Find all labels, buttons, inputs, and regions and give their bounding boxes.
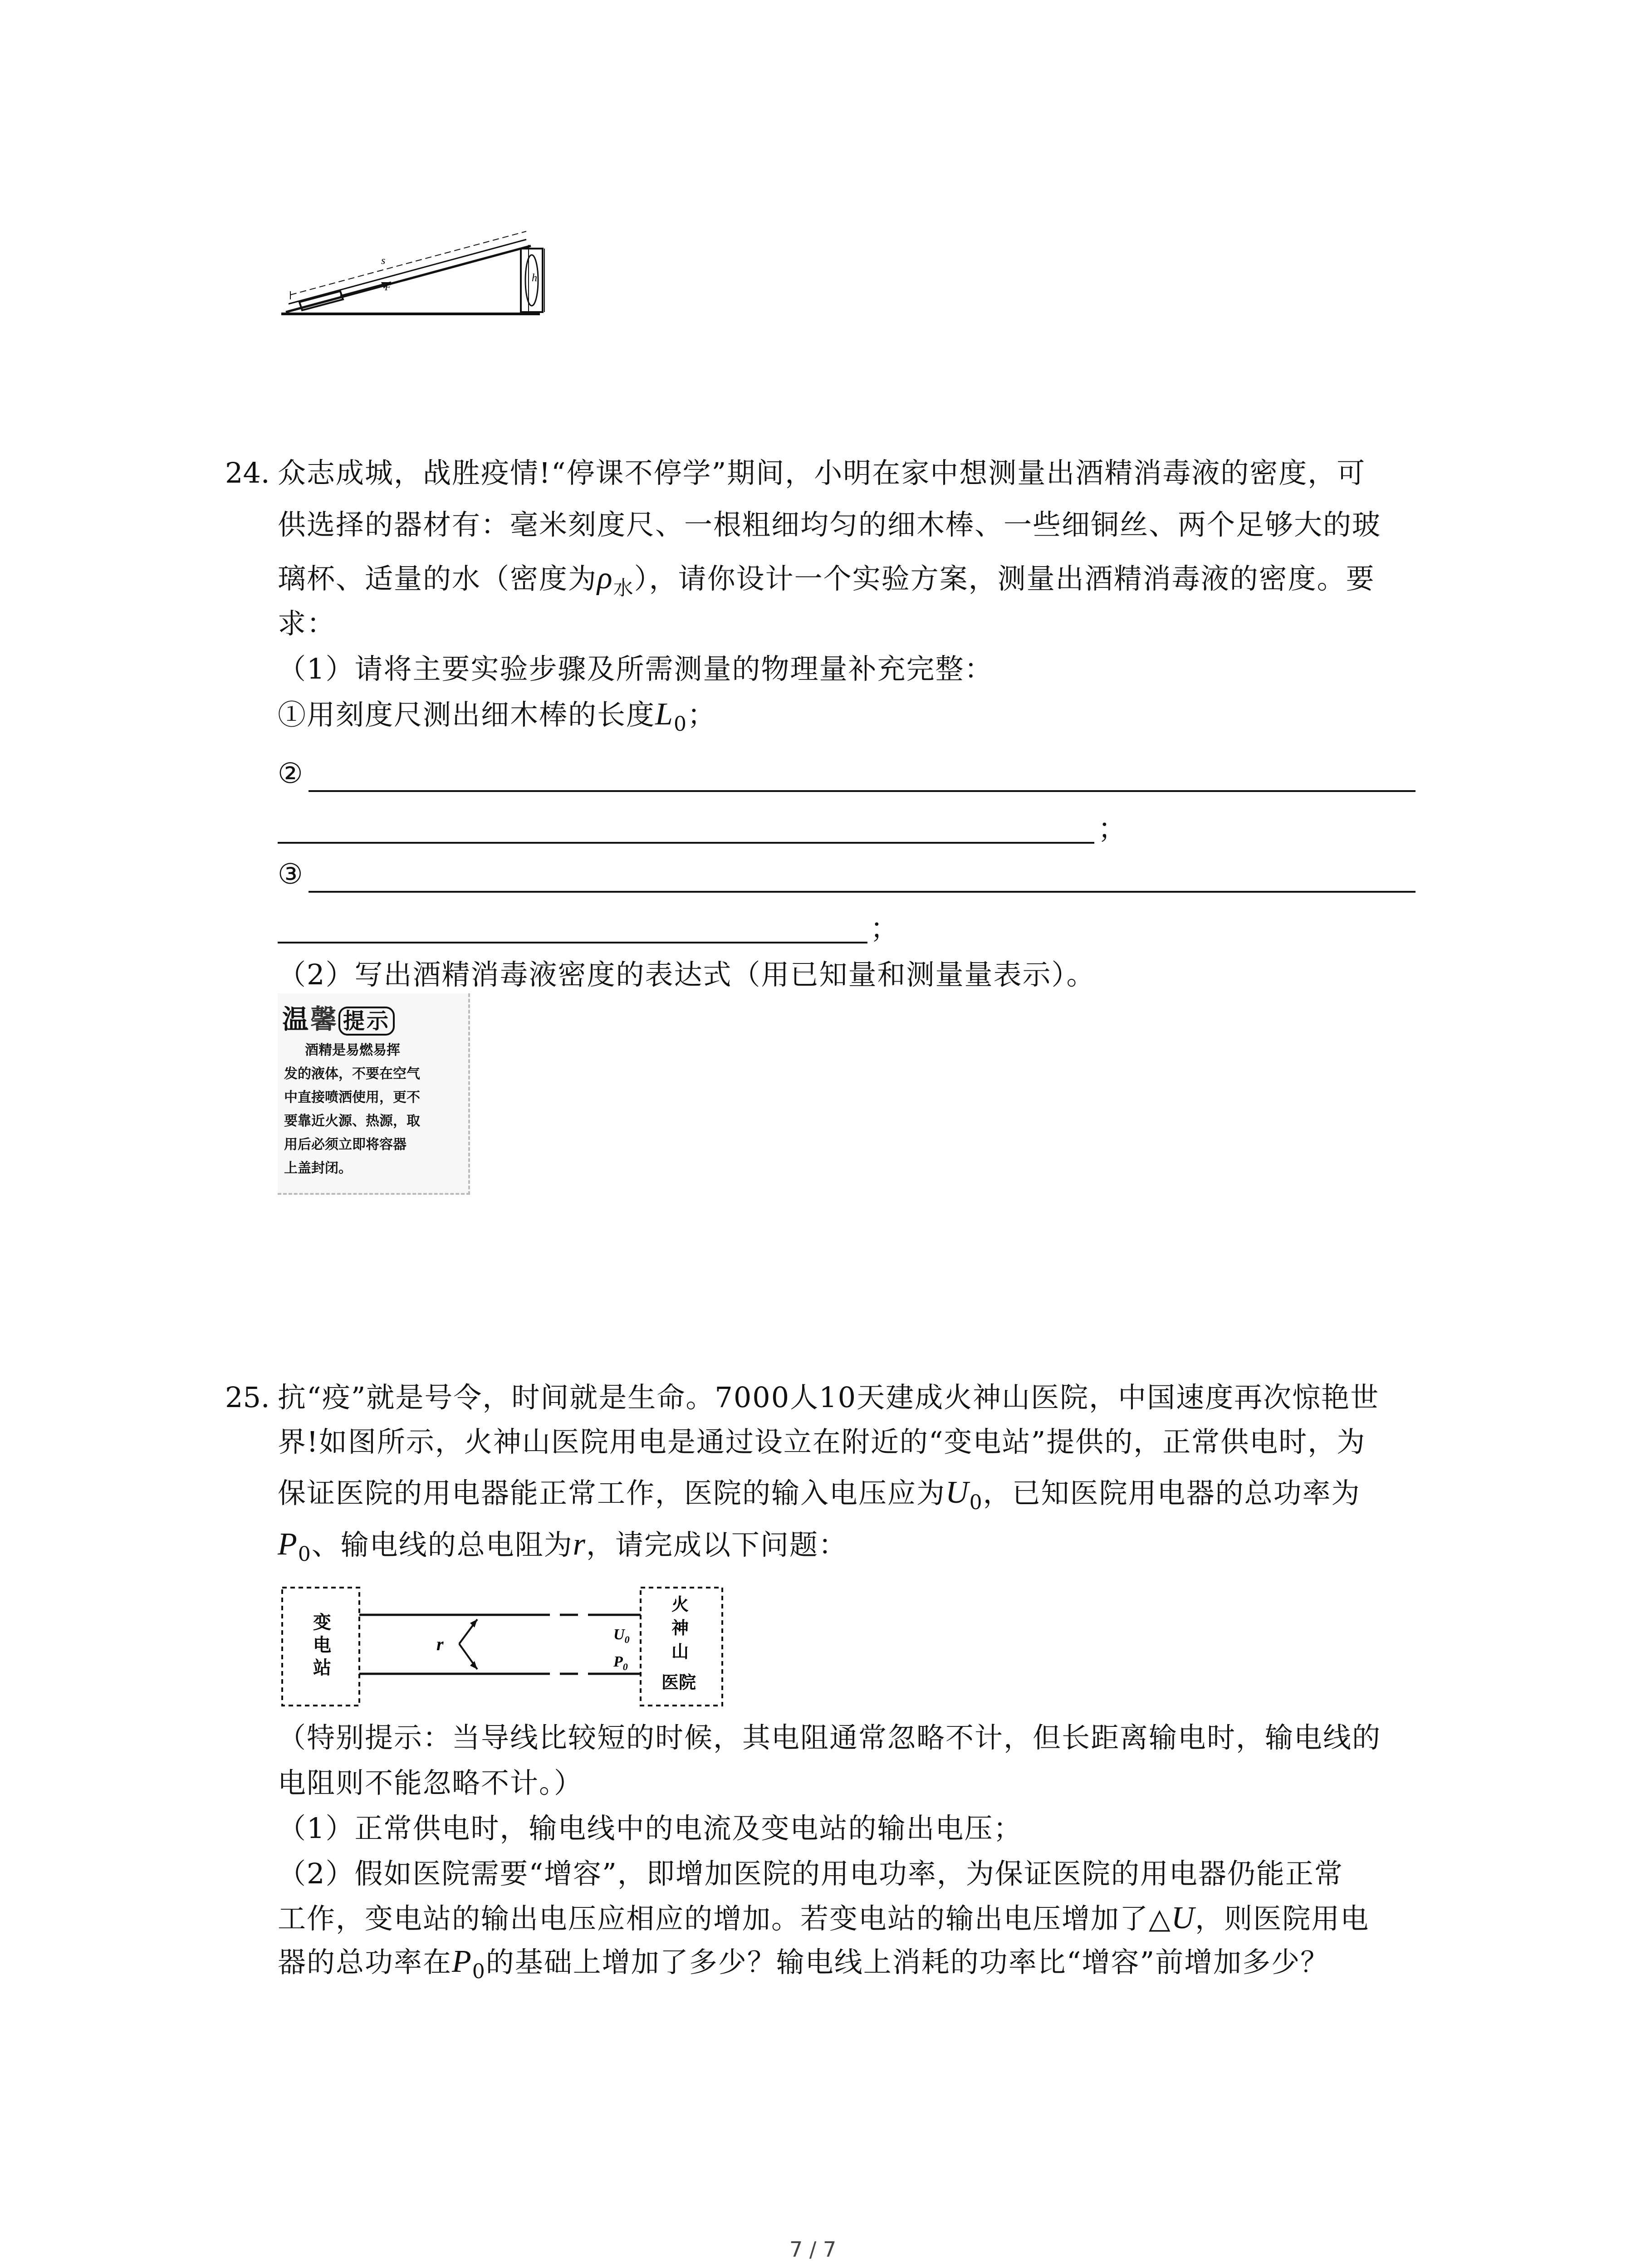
q25-part2-p0-sub: 0 bbox=[472, 1960, 486, 1983]
q24-line-4: 求： bbox=[278, 607, 336, 640]
q25-u0-var: U bbox=[945, 1475, 970, 1510]
q25-line-1: 抗“疫”就是号令，时间就是生命。7000人10天建成火神山医院，中国速度再次惊艳世 bbox=[278, 1381, 1380, 1414]
q25-line-2: 界!如图所示，火神山医院用电是通过设立在附近的“变电站”提供的，正常供电时，为 bbox=[278, 1425, 1366, 1458]
notice-line-3: 中直接喷洒使用，更不 bbox=[284, 1090, 420, 1105]
q25-line-3 bbox=[278, 1477, 1361, 1513]
q24-line-3-rest: ），请你设计一个实验方案，测量出酒精消毒液的密度。要 bbox=[634, 562, 1375, 595]
q24-line-2: 供选择的器材有：毫米刻度尺、一根粗细均匀的细木棒、一些细铜丝、两个足够大的玻 bbox=[278, 508, 1381, 541]
step1-end: ； bbox=[687, 698, 716, 731]
safety-notice-image bbox=[278, 993, 470, 1195]
q25-line-4b: ，请完成以下问题： bbox=[586, 1528, 848, 1561]
q24-step2-blank-1[interactable] bbox=[309, 790, 1416, 792]
q25-p0-sub: 0 bbox=[298, 1543, 312, 1566]
q24-part1: （1）请将主要实验步骤及所需测量的物理量补充完整： bbox=[278, 652, 994, 685]
q25-part2-c bbox=[278, 1946, 1329, 1982]
notice-line-2: 发的液体，不要在空气 bbox=[284, 1066, 420, 1082]
q24-step2-blank-2[interactable] bbox=[278, 842, 1094, 844]
q25-p0-var: P bbox=[278, 1527, 298, 1562]
incline-label-s: s bbox=[381, 255, 386, 267]
q25-part2-c-a: 器的总功率在 bbox=[278, 1945, 452, 1979]
q25-r-var: r bbox=[573, 1527, 587, 1562]
q25-part2-b-text: 工作，变电站的输出电压应相应的增加。若变电站的输出电压增加了△ bbox=[278, 1902, 1171, 1935]
q25-part2-a: （2）假如医院需要“增容”，即增加医院的用电功率，为保证医院的用电器仍能正常 bbox=[278, 1857, 1343, 1890]
q25-part2-c-b: 的基础上增加了多少？输电线上消耗的功率比“增容”前增加多少？ bbox=[485, 1945, 1330, 1979]
q25-hint-2: 电阻则不能忽略不计。） bbox=[278, 1766, 583, 1799]
q25-hint-1: （特别提示：当导线比较短的时候，其电阻通常忽略不计，但长距离输电时，输电线的 bbox=[278, 1721, 1381, 1754]
incline-figure bbox=[272, 213, 554, 322]
q25-part2-b-end: ，则医院用电 bbox=[1195, 1902, 1370, 1935]
step1-var: L bbox=[655, 697, 674, 732]
q24-step3-end: ； bbox=[870, 912, 900, 945]
notice-title-a: 温 bbox=[282, 1004, 311, 1035]
q24-line-3 bbox=[278, 562, 1375, 598]
q24-step3-blank-2[interactable] bbox=[278, 942, 867, 943]
q24-step2-mark: ② bbox=[278, 757, 304, 790]
rho-symbol: ρ bbox=[597, 561, 613, 596]
notice-line-1: 酒精是易燃易挥 bbox=[305, 1042, 400, 1058]
q25-part2-p0-var: P bbox=[452, 1944, 472, 1979]
q25-part1: （1）正常供电时，输电线中的电流及变电站的输出电压； bbox=[278, 1812, 1023, 1845]
page-number: 7 / 7 bbox=[789, 2237, 837, 2262]
incline-label-f: F bbox=[385, 281, 391, 293]
substation-char-1: 变 bbox=[313, 1612, 331, 1633]
substation-char-3: 站 bbox=[313, 1657, 331, 1678]
notice-line-5: 用后必须立即将容器 bbox=[284, 1137, 407, 1153]
q24-part2: （2）写出酒精消毒液密度的表达式（用已知量和测量量表示）。 bbox=[278, 958, 1096, 991]
step1-sub: 0 bbox=[673, 713, 687, 736]
q25-line-3a: 保证医院的用电器能正常工作，医院的输入电压应为 bbox=[278, 1476, 946, 1510]
rho-subscript: 水 bbox=[613, 577, 634, 600]
circuit-u-label: $U_0$ bbox=[613, 1626, 630, 1645]
hospital-char-3: 山 bbox=[671, 1642, 689, 1662]
notice-title-c: 提示 bbox=[338, 1007, 395, 1036]
q24-line-3-text: 璃杯、适量的水（密度为 bbox=[278, 562, 598, 595]
q25-line-3b: ，已知医院用电器的总功率为 bbox=[983, 1476, 1361, 1510]
q24-step3-mark: ③ bbox=[278, 857, 304, 890]
circuit-p-label: $P_0$ bbox=[613, 1653, 628, 1672]
substation-char-2: 电 bbox=[313, 1635, 331, 1656]
hospital-char-2: 神 bbox=[671, 1618, 689, 1638]
q24-step2-end: ； bbox=[1098, 812, 1127, 845]
notice-line-6: 上盖封闭。 bbox=[284, 1160, 352, 1176]
q24-number: 24. bbox=[225, 456, 270, 489]
notice-title-b: 馨 bbox=[310, 1004, 339, 1035]
q25-line-4a: 、输电线的总电阻为 bbox=[311, 1528, 573, 1561]
q25-delta-u-var: U bbox=[1171, 1901, 1195, 1936]
circuit-figure bbox=[278, 1583, 731, 1715]
notice-title bbox=[282, 998, 395, 1036]
hospital-char-1: 火 bbox=[671, 1594, 689, 1614]
q25-number: 25. bbox=[225, 1381, 270, 1414]
hospital-char-4: 医院 bbox=[661, 1672, 696, 1692]
circuit-r-label: r bbox=[436, 1634, 444, 1654]
q25-part2-b bbox=[278, 1902, 1369, 1934]
incline-label-h: h bbox=[532, 272, 537, 284]
notice-line-4: 要靠近火源、热源，取 bbox=[284, 1113, 420, 1129]
q24-step1-text: ①用刻度尺测出细木棒的长度 bbox=[278, 698, 656, 731]
q24-step3-blank-1[interactable] bbox=[309, 891, 1416, 893]
q25-line-4 bbox=[278, 1529, 847, 1564]
q25-u0-sub: 0 bbox=[969, 1491, 983, 1514]
q24-step1 bbox=[278, 699, 716, 734]
q24-line-1: 众志成城，战胜疫情!“停课不停学”期间，小明在家中想测量出酒精消毒液的密度，可 bbox=[278, 456, 1366, 489]
